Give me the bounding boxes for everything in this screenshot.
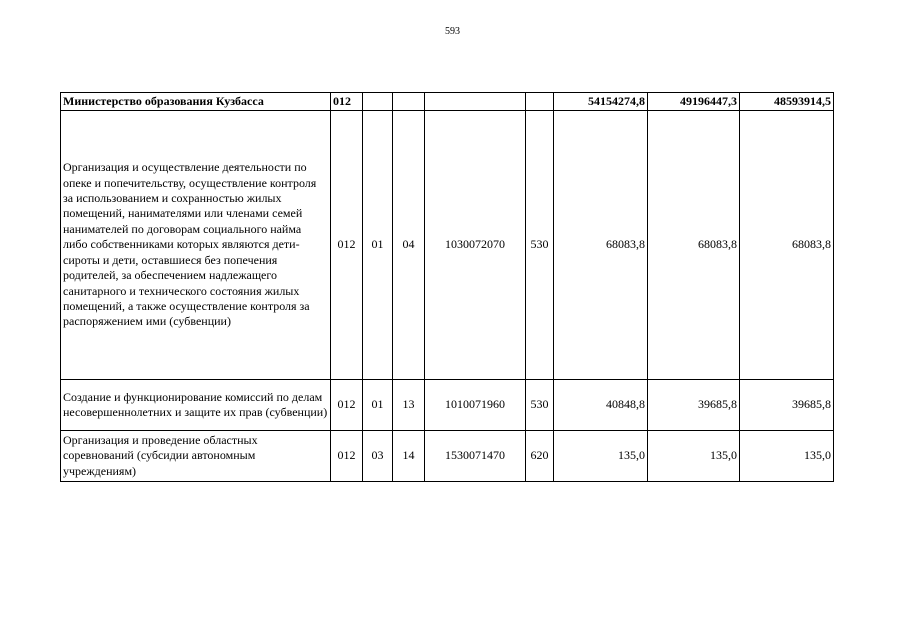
row-vr: 530	[526, 380, 554, 431]
row-vr	[526, 93, 554, 111]
row-pr: 04	[393, 111, 425, 380]
row-year3-amount: 135,0	[740, 431, 834, 482]
row-rz: 01	[363, 111, 393, 380]
table-row	[61, 431, 834, 482]
row-name: Организация и осуществление деятельности по опеке и попечительству, осуществление контроля за использованием и сохранностью жилых помещений, нанимателями или членами семей нанимателей по договорам социального найма либо собственниками которых являются дети-сироты и дети, оставшиеся без попечения родителей, за обеспечением надлежащего санитарного и технического состояния жилых помещений, а также осуществление контроля за распоряжением ими (субвенции)	[61, 111, 331, 380]
budget-table	[60, 92, 834, 482]
row-pr: 13	[393, 380, 425, 431]
row-gr: 012	[331, 380, 363, 431]
row-pr: 14	[393, 431, 425, 482]
row-gr: 012	[331, 93, 363, 111]
table-row	[61, 380, 834, 431]
row-year2-amount: 39685,8	[648, 380, 740, 431]
row-csr	[425, 93, 526, 111]
row-name: Организация и проведение областных соревнований (субсидии автономным учреждениям)	[61, 431, 331, 482]
row-csr: 1030072070	[425, 111, 526, 380]
row-year1-amount: 68083,8	[554, 111, 648, 380]
row-csr: 1530071470	[425, 431, 526, 482]
row-year3-amount: 39685,8	[740, 380, 834, 431]
table-row	[61, 111, 834, 380]
row-year1-amount: 135,0	[554, 431, 648, 482]
row-pr	[393, 93, 425, 111]
row-year2-amount: 68083,8	[648, 111, 740, 380]
row-rz: 01	[363, 380, 393, 431]
row-vr: 620	[526, 431, 554, 482]
row-year3-amount: 48593914,5	[740, 93, 834, 111]
row-year1-amount: 54154274,8	[554, 93, 648, 111]
row-year1-amount: 40848,8	[554, 380, 648, 431]
row-rz	[363, 93, 393, 111]
row-gr: 012	[331, 111, 363, 380]
row-name: Создание и функционирование комиссий по делам несовершеннолетних и защите их прав (субвенции)	[61, 380, 331, 431]
row-csr: 1010071960	[425, 380, 526, 431]
row-rz: 03	[363, 431, 393, 482]
row-vr: 530	[526, 111, 554, 380]
row-name: Министерство образования Кузбасса	[61, 93, 331, 111]
page-number: 593	[445, 26, 460, 37]
row-gr: 012	[331, 431, 363, 482]
row-year3-amount: 68083,8	[740, 111, 834, 380]
table-row-ministry	[61, 93, 834, 111]
row-year2-amount: 49196447,3	[648, 93, 740, 111]
row-year2-amount: 135,0	[648, 431, 740, 482]
